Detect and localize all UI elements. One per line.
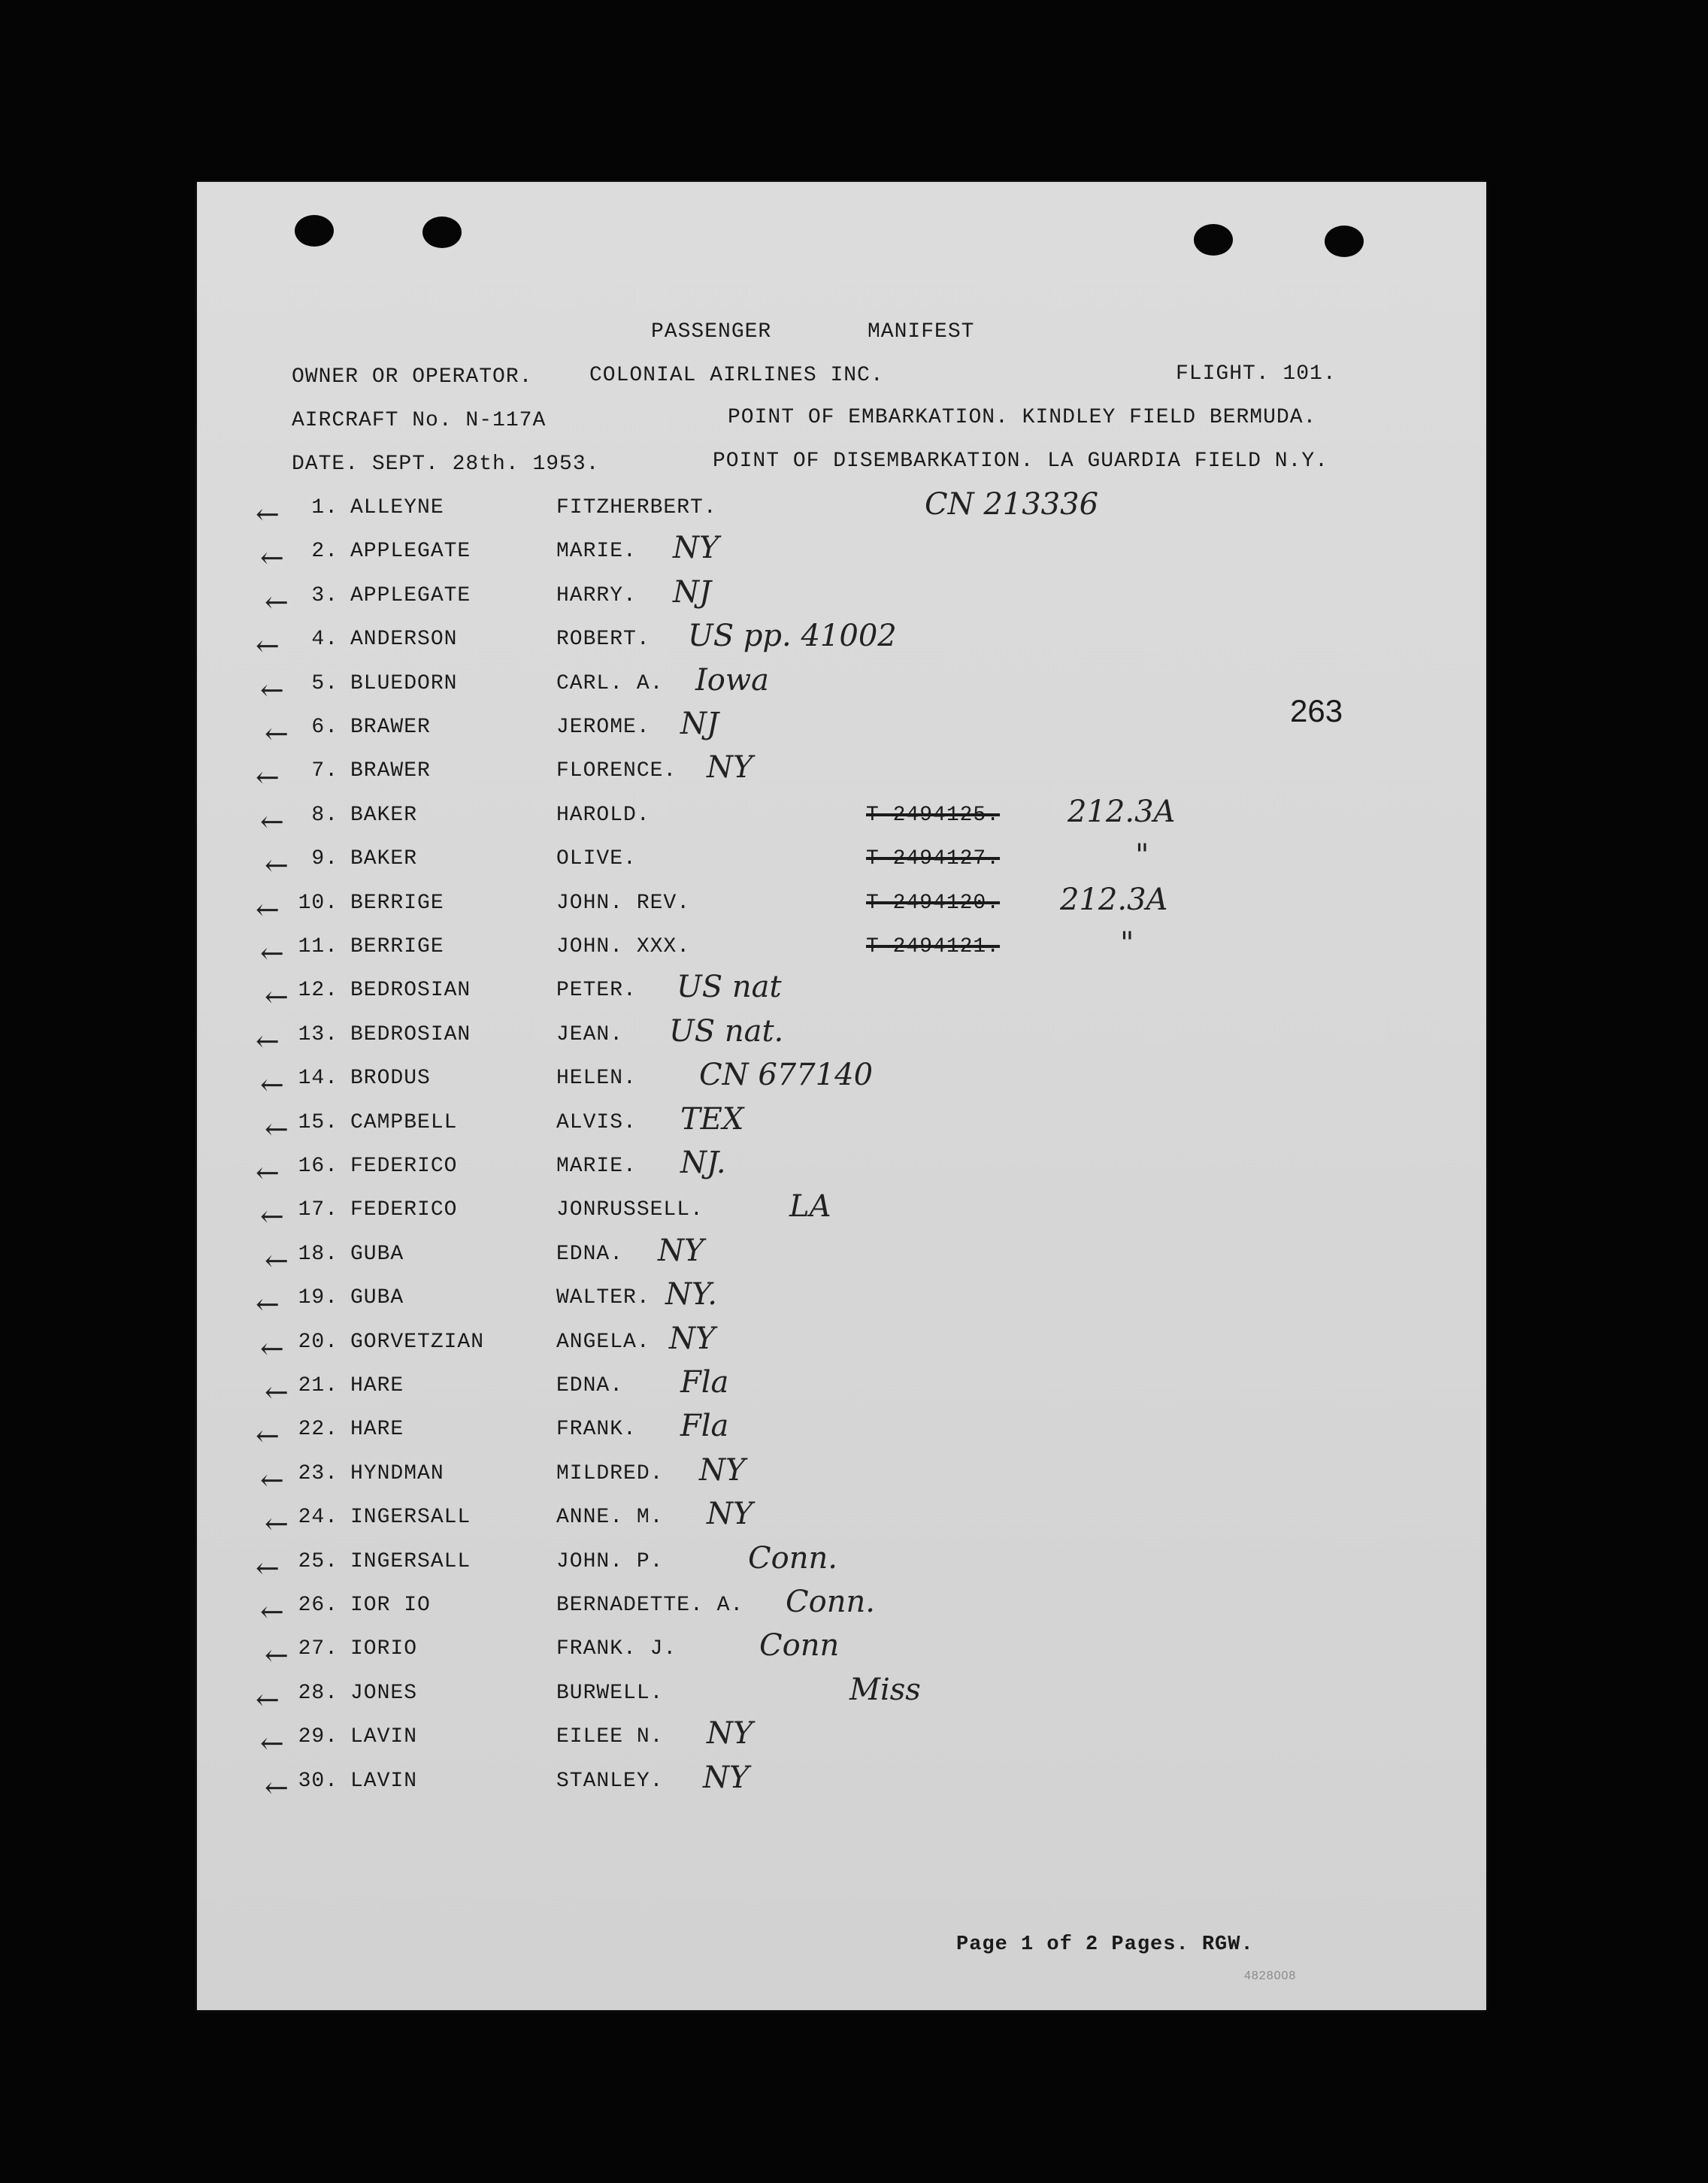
passenger-number: 12. [298, 979, 338, 1002]
handwritten-note: Conn [759, 1628, 840, 1663]
passenger-number: 5. [311, 672, 338, 695]
list-item [0, 1234, 1708, 1285]
check-mark-icon: ← [260, 805, 284, 838]
list-item [0, 487, 1708, 538]
check-mark-icon: ← [260, 1332, 284, 1365]
list-item [0, 750, 1708, 801]
handwritten-note: NJ. [680, 1146, 726, 1180]
list-item [0, 1277, 1708, 1328]
handwritten-note: Fla [680, 1409, 729, 1443]
handwritten-note: US nat [677, 970, 782, 1004]
list-item [0, 1058, 1708, 1109]
handwritten-note: US nat. [669, 1014, 784, 1049]
check-mark-icon: ← [260, 1727, 284, 1760]
passenger-given-name: HAROLD. [556, 804, 650, 827]
passenger-surname: ALLEYNE [350, 496, 444, 519]
passenger-surname: LAVIN [350, 1770, 418, 1793]
passenger-given-name: STANLEY. [556, 1770, 664, 1793]
flight-number: FLIGHT. 101. [1176, 362, 1337, 386]
passenger-surname: GUBA [350, 1286, 404, 1309]
owner-label: OWNER OR OPERATOR. [292, 365, 533, 389]
passenger-given-name: CARL. A. [556, 672, 664, 695]
passenger-number: 24. [298, 1506, 338, 1529]
passenger-given-name: EILEE N. [556, 1725, 664, 1749]
handwritten-note: NY. [665, 1277, 717, 1312]
passenger-number: 8. [311, 804, 338, 827]
passenger-surname: CAMPBELL [350, 1111, 458, 1134]
list-item [0, 1365, 1708, 1416]
passenger-number: 23. [298, 1462, 338, 1485]
archive-stamp: 4828008 [1244, 1970, 1297, 1982]
passenger-number: 25. [298, 1550, 338, 1573]
check-mark-icon: ← [256, 1552, 280, 1585]
handwritten-note: NY [699, 1453, 746, 1488]
list-item [0, 926, 1708, 977]
embarkation-point: POINT OF EMBARKATION. KINDLEY FIELD BERMUDA. [728, 406, 1317, 429]
passenger-surname: BAKER [350, 804, 418, 827]
punch-hole [1194, 224, 1233, 256]
passenger-surname: JONES [350, 1682, 418, 1705]
passenger-given-name: HARRY. [556, 584, 637, 607]
list-item [0, 1409, 1708, 1460]
check-mark-icon: ← [256, 893, 280, 926]
passenger-number: 19. [298, 1286, 338, 1309]
aircraft-number: AIRCRAFT No. N-117A [292, 409, 547, 432]
list-item [0, 531, 1708, 582]
passenger-number: 15. [298, 1111, 338, 1134]
list-item [0, 1716, 1708, 1767]
passenger-surname: BLUEDORN [350, 672, 458, 695]
check-mark-icon: ← [260, 1200, 284, 1233]
passenger-number: 18. [298, 1243, 338, 1266]
handwritten-note: NY [669, 1322, 716, 1356]
passenger-surname: BERRIGE [350, 892, 444, 915]
handwritten-note: Fla [680, 1365, 729, 1400]
check-mark-icon: ← [260, 674, 284, 707]
passenger-surname: HYNDMAN [350, 1462, 444, 1485]
passenger-number: 16. [298, 1155, 338, 1178]
passenger-surname: BRAWER [350, 716, 431, 739]
ticket-number: T-2494120. [866, 892, 1001, 915]
check-mark-icon: ← [260, 937, 284, 970]
passenger-given-name: EDNA. [556, 1243, 624, 1266]
passenger-surname: APPLEGATE [350, 584, 471, 607]
check-mark-icon: ← [265, 1771, 289, 1804]
check-mark-icon: ← [256, 1156, 280, 1189]
handwritten-note: US pp. 41002 [688, 619, 897, 653]
owner-value: COLONIAL AIRLINES INC. [589, 364, 884, 387]
handwritten-note: Conn. [786, 1585, 875, 1619]
passenger-given-name: JEROME. [556, 716, 650, 739]
punch-hole [1325, 226, 1364, 257]
check-mark-icon: ← [260, 541, 284, 574]
passenger-given-name: JOHN. XXX. [556, 935, 691, 958]
check-mark-icon: ← [265, 586, 289, 619]
passenger-number: 6. [311, 716, 338, 739]
list-item [0, 883, 1708, 934]
passenger-number: 10. [298, 892, 338, 915]
passenger-surname: GORVETZIAN [350, 1331, 485, 1354]
passenger-surname: BEDROSIAN [350, 1023, 471, 1046]
passenger-surname: GUBA [350, 1243, 404, 1266]
handwritten-note: NJ [673, 575, 712, 610]
passenger-surname: IORIO [350, 1637, 418, 1661]
punch-hole [295, 215, 334, 247]
ticket-number: T-2494127. [866, 847, 1001, 870]
page-number: 263 [1290, 693, 1343, 728]
passenger-given-name: FLORENCE. [556, 759, 677, 783]
list-item [0, 1761, 1708, 1812]
passenger-number: 29. [298, 1725, 338, 1749]
passenger-number: 7. [311, 759, 338, 783]
handwritten-note: Iowa [695, 663, 769, 698]
check-mark-icon: ← [256, 1683, 280, 1716]
list-item [0, 1322, 1708, 1373]
passenger-given-name: FITZHERBERT. [556, 496, 717, 519]
list-item [0, 1146, 1708, 1197]
passenger-given-name: ALVIS. [556, 1111, 637, 1134]
passenger-given-name: BURWELL. [556, 1682, 664, 1705]
disembarkation-point: POINT OF DISEMBARKATION. LA GUARDIA FIELD N.Y. [713, 450, 1328, 473]
passenger-surname: BERRIGE [350, 935, 444, 958]
handwritten-note: NY [707, 750, 753, 785]
passenger-number: 2. [311, 540, 338, 563]
passenger-given-name: FRANK. [556, 1418, 637, 1441]
handwritten-note: NY [707, 1497, 753, 1531]
handwritten-note: NY [703, 1761, 750, 1795]
passenger-surname: BAKER [350, 847, 418, 870]
handwritten-note: CN 677140 [699, 1058, 874, 1092]
passenger-surname: BEDROSIAN [350, 979, 471, 1002]
check-mark-icon: ← [265, 849, 289, 882]
check-mark-icon: ← [256, 1288, 280, 1321]
list-item [0, 1189, 1708, 1240]
passenger-surname: INGERSALL [350, 1506, 471, 1529]
passenger-given-name: PETER. [556, 979, 637, 1002]
list-item [0, 795, 1708, 846]
handwritten-note: NY [673, 531, 719, 565]
passenger-given-name: JOHN. P. [556, 1550, 664, 1573]
ticket-number: T-2494125. [866, 804, 1001, 827]
handwritten-note: LA [789, 1189, 831, 1224]
check-mark-icon: ← [256, 629, 280, 662]
passenger-number: 28. [298, 1682, 338, 1705]
list-item [0, 1673, 1708, 1724]
check-mark-icon: ← [260, 1595, 284, 1628]
passenger-surname: FEDERICO [350, 1155, 458, 1178]
passenger-given-name: ANGELA. [556, 1331, 650, 1354]
passenger-given-name: OLIVE. [556, 847, 637, 870]
handwritten-note: Miss [849, 1673, 921, 1707]
passenger-given-name: WALTER. [556, 1286, 650, 1309]
check-mark-icon: ← [265, 980, 289, 1013]
manifest-date: DATE. SEPT. 28th. 1953. [292, 453, 600, 476]
passenger-given-name: FRANK. J. [556, 1637, 677, 1661]
list-item [0, 663, 1708, 714]
check-mark-icon: ← [265, 1507, 289, 1540]
passenger-given-name: MARIE. [556, 1155, 637, 1178]
passenger-number: 14. [298, 1067, 338, 1090]
passenger-surname: IOR IO [350, 1594, 431, 1617]
title-word-passenger: PASSENGER [651, 320, 772, 344]
passenger-given-name: EDNA. [556, 1374, 624, 1397]
passenger-given-name: ROBERT. [556, 628, 650, 651]
check-mark-icon: ← [265, 1113, 289, 1146]
passenger-number: 4. [311, 628, 338, 651]
passenger-number: 13. [298, 1023, 338, 1046]
passenger-given-name: JOHN. REV. [556, 892, 691, 915]
check-mark-icon: ← [260, 1464, 284, 1497]
passenger-number: 30. [298, 1770, 338, 1793]
list-item [0, 970, 1708, 1021]
passenger-given-name: MILDRED. [556, 1462, 664, 1485]
check-mark-icon: ← [256, 761, 280, 794]
passenger-number: 27. [298, 1637, 338, 1661]
list-item [0, 1497, 1708, 1548]
check-mark-icon: ← [260, 1068, 284, 1101]
passenger-given-name: BERNADETTE. A. [556, 1594, 744, 1617]
list-item [0, 838, 1708, 889]
punch-hole [422, 216, 462, 248]
passenger-number: 9. [311, 847, 338, 870]
list-item [0, 1102, 1708, 1153]
handwritten-note: 212.3A [1060, 883, 1168, 917]
passenger-number: 17. [298, 1198, 338, 1222]
passenger-number: 3. [311, 584, 338, 607]
passenger-surname: BRODUS [350, 1067, 431, 1090]
check-mark-icon: ← [265, 717, 289, 750]
passenger-surname: HARE [350, 1418, 404, 1441]
passenger-given-name: HELEN. [556, 1067, 637, 1090]
handwritten-note: " [1135, 838, 1149, 873]
ticket-number: T-2494121. [866, 935, 1001, 958]
passenger-number: 11. [298, 935, 338, 958]
passenger-surname: APPLEGATE [350, 540, 471, 563]
handwritten-note: 212.3A [1068, 795, 1176, 829]
check-mark-icon: ← [256, 1419, 280, 1452]
passenger-surname: FEDERICO [350, 1198, 458, 1222]
passenger-given-name: JONRUSSELL. [556, 1198, 704, 1222]
check-mark-icon: ← [265, 1639, 289, 1672]
check-mark-icon: ← [256, 498, 280, 531]
handwritten-note: NJ [680, 707, 719, 741]
passenger-number: 21. [298, 1374, 338, 1397]
handwritten-note: NY [707, 1716, 753, 1751]
title-word-manifest: MANIFEST [868, 320, 975, 344]
handwritten-note: " [1120, 926, 1134, 961]
passenger-surname: INGERSALL [350, 1550, 471, 1573]
handwritten-note: NY [658, 1234, 704, 1268]
passenger-given-name: MARIE. [556, 540, 637, 563]
passenger-surname: HARE [350, 1374, 404, 1397]
passenger-surname: ANDERSON [350, 628, 458, 651]
handwritten-note: Conn. [748, 1541, 837, 1576]
handwritten-note: CN 213336 [925, 487, 1099, 522]
page-footer: Page 1 of 2 Pages. RGW. [956, 1933, 1254, 1956]
list-item [0, 1453, 1708, 1504]
check-mark-icon: ← [265, 1376, 289, 1409]
list-item [0, 1585, 1708, 1636]
passenger-given-name: JEAN. [556, 1023, 624, 1046]
passenger-number: 22. [298, 1418, 338, 1441]
handwritten-note: TEX [680, 1102, 744, 1137]
passenger-given-name: ANNE. M. [556, 1506, 664, 1529]
passenger-surname: BRAWER [350, 759, 431, 783]
passenger-number: 26. [298, 1594, 338, 1617]
passenger-surname: LAVIN [350, 1725, 418, 1749]
check-mark-icon: ← [256, 1025, 280, 1058]
check-mark-icon: ← [265, 1244, 289, 1277]
passenger-number: 20. [298, 1331, 338, 1354]
passenger-number: 1. [311, 496, 338, 519]
list-item [0, 619, 1708, 670]
